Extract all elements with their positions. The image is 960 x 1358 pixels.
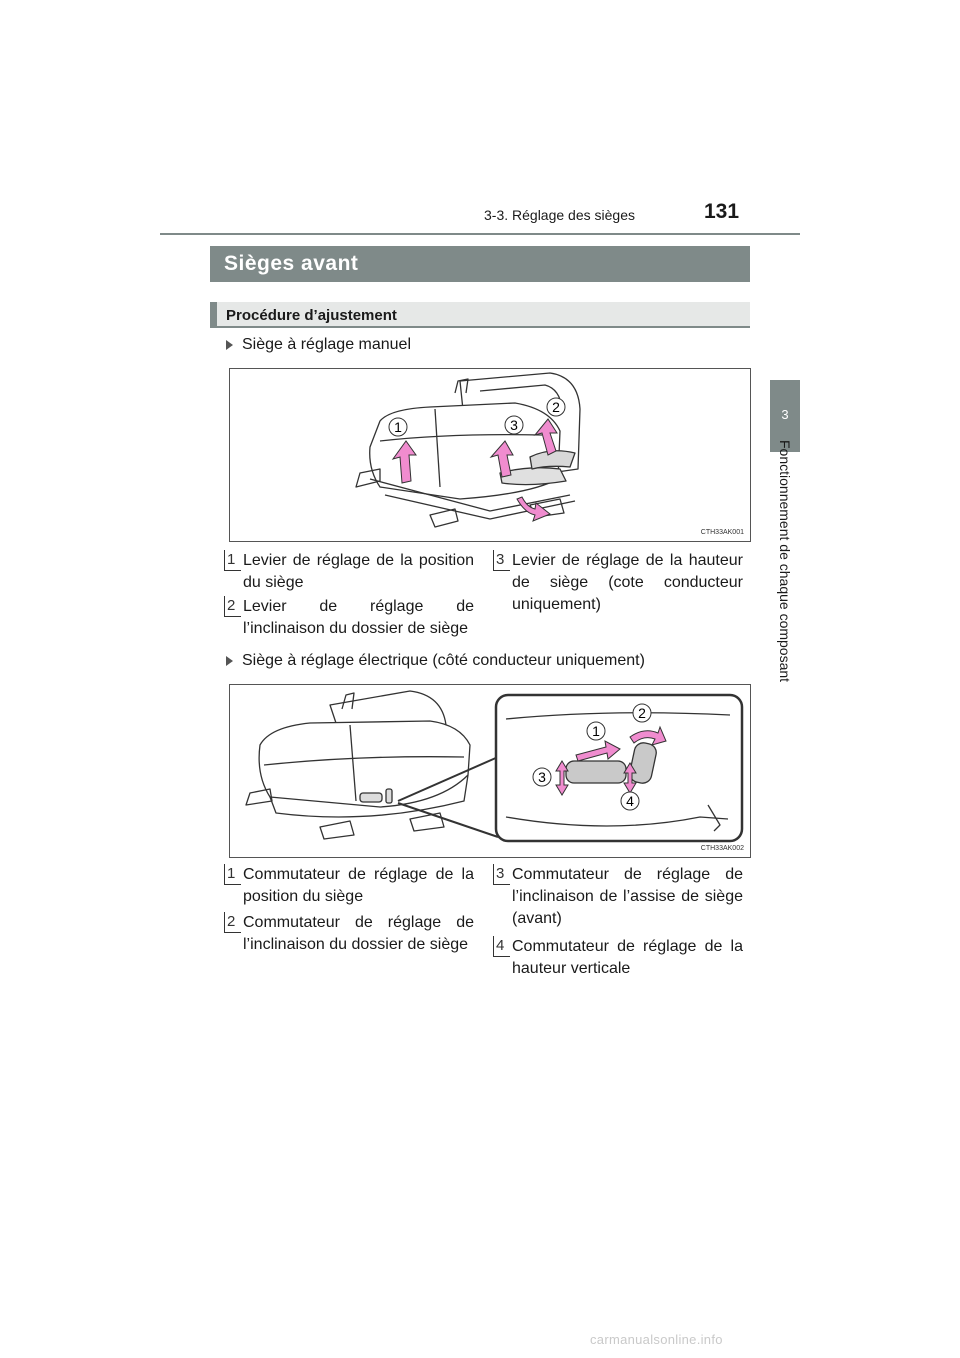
legend-item-manual-3 (493, 550, 743, 618)
bullet-electric-seat-text: Siège à réglage électrique (côté conducteur uniquement) (242, 652, 645, 669)
legend-item-manual-2 (224, 596, 474, 642)
legend-number: 1 (224, 864, 241, 885)
bullet-manual-seat-text: Siège à réglage manuel (242, 336, 412, 353)
figure-electric-seat (229, 684, 751, 858)
figure-code-manual: CTH33AK001 (700, 529, 744, 536)
figure-code-electric: CTH33AK002 (700, 845, 744, 852)
legend-number: 2 (224, 912, 241, 933)
bullet-triangle-icon (226, 656, 233, 666)
legend-number: 3 (493, 864, 510, 885)
legend-item-electric-3 (493, 864, 743, 932)
legend-text: Levier de réglage de l’inclinaison du dossier de siège (243, 598, 474, 637)
chapter-tab[interactable]: 3 (770, 380, 800, 450)
legend-item-electric-1 (224, 864, 474, 910)
chapter-tab-label: Fonctionnement de chaque composant (777, 440, 793, 683)
callout-3: 3 (538, 769, 546, 785)
manual-seat-illustration (230, 369, 750, 541)
legend-item-electric-2 (224, 912, 474, 980)
subsection-title: Procédure d’ajustement (226, 307, 397, 324)
callout-4: 4 (626, 793, 634, 809)
legend-text: Commutateur de réglage de la position du siège (243, 866, 474, 905)
page-number: 131 (704, 200, 740, 223)
legend-text: Commutateur de réglage de l’inclinaison du dossier de siège (243, 914, 474, 953)
electric-seat-illustration (230, 685, 750, 857)
callout-3: 3 (510, 417, 518, 433)
legend-number: 4 (493, 936, 510, 957)
legend-number: 3 (493, 550, 510, 571)
legend-text: Commutateur de réglage de l’inclinaison de l’assise de siège (avant) (512, 866, 743, 927)
bullet-electric-seat (226, 652, 645, 670)
legend-text: Commutateur de réglage de la hauteur verticale (512, 938, 743, 977)
callout-2: 2 (638, 705, 646, 721)
legend-text: Levier de réglage de la position du siège (243, 552, 474, 591)
bullet-manual-seat (226, 336, 411, 354)
legend-number: 2 (224, 596, 241, 617)
callout-2: 2 (552, 399, 560, 415)
watermark: carmanualsonline.info (590, 1332, 723, 1347)
legend-text: Levier de réglage de la hauteur de siège (cote conducteur uniquement) (512, 552, 743, 613)
legend-item-electric-4 (493, 936, 743, 982)
legend-item-manual-1 (224, 550, 474, 596)
callout-1: 1 (592, 723, 600, 739)
figure-manual-seat (229, 368, 751, 542)
section-title: Sièges avant (224, 252, 359, 275)
chapter-header: 3-3. Réglage des sièges (484, 207, 635, 223)
bullet-triangle-icon (226, 340, 233, 350)
legend-number: 1 (224, 550, 241, 571)
header-rule (160, 233, 800, 235)
callout-1: 1 (394, 419, 402, 435)
